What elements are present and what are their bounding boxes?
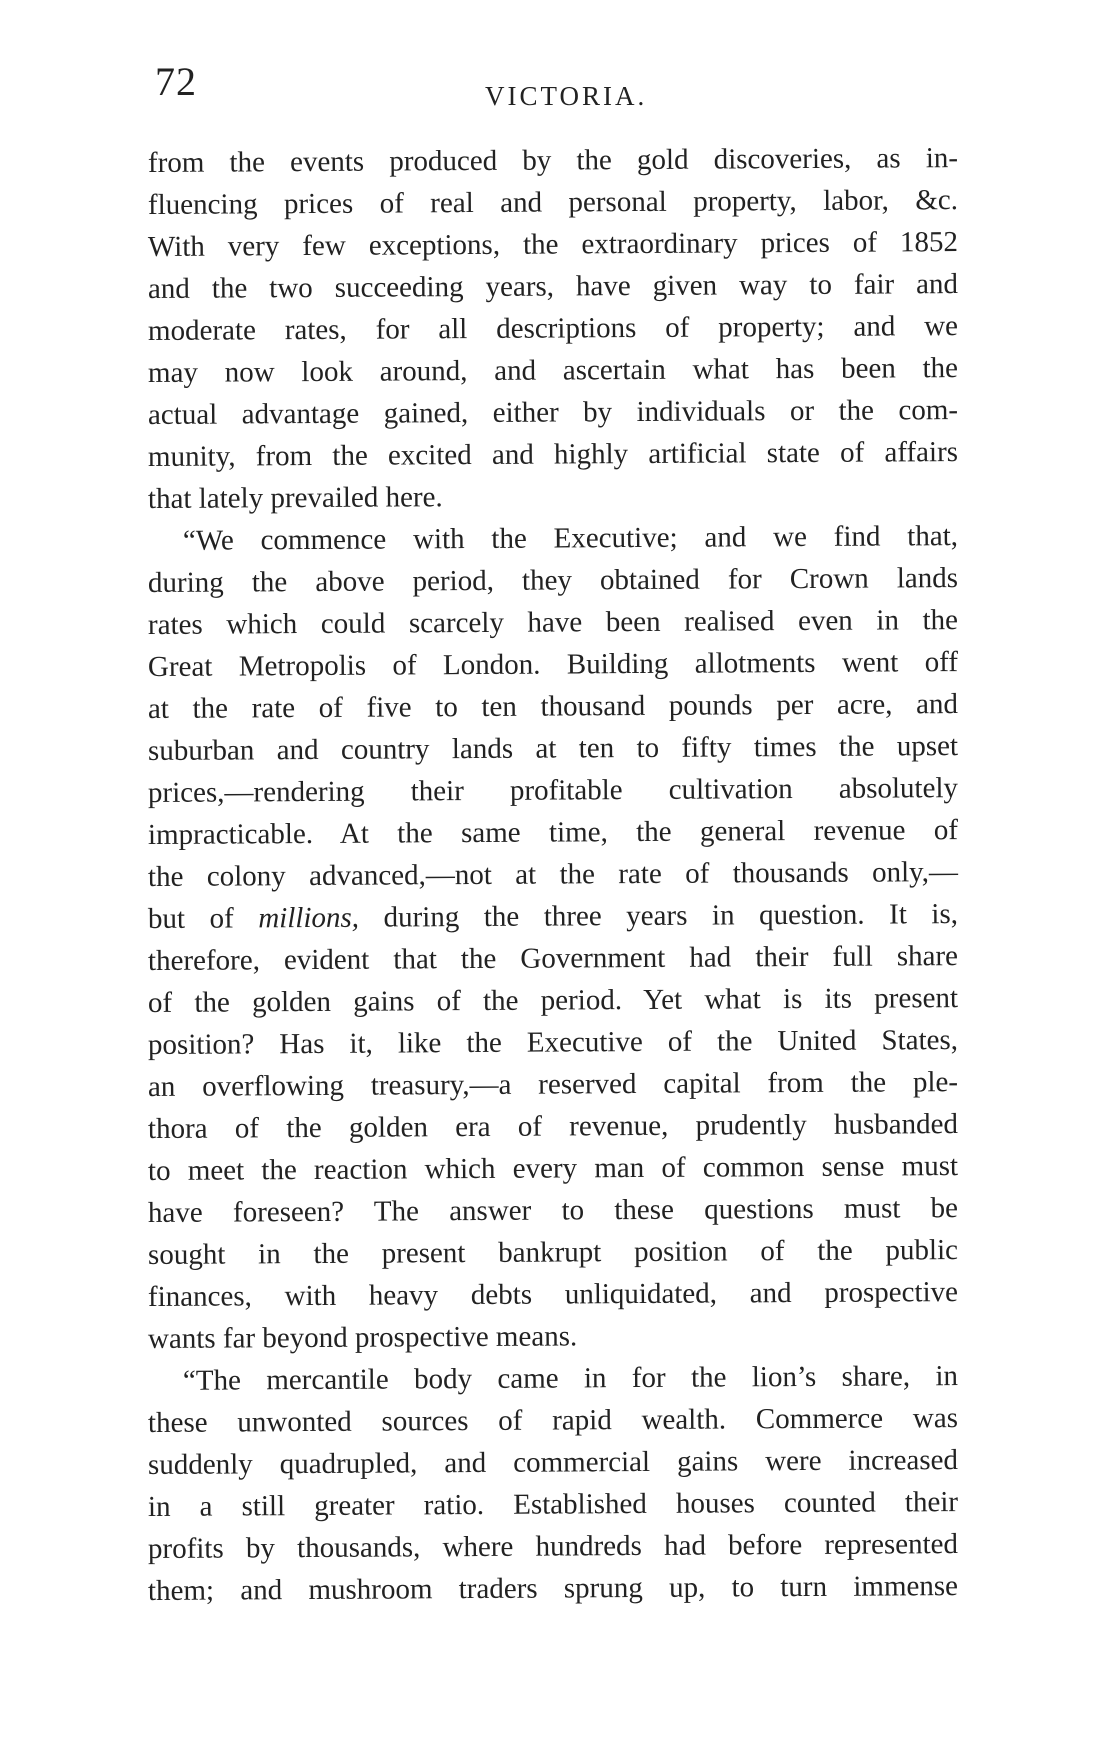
text-line: fluencing prices of real and personal property, labor, &c. bbox=[147, 184, 959, 221]
running-head: VICTORIA. bbox=[485, 81, 648, 111]
text-line: With very few exceptions, the extraordinary prices of 1852 bbox=[147, 226, 959, 263]
text-line: suddenly quadrupled, and commercial gains were increased bbox=[147, 1444, 959, 1481]
text-segment: but of bbox=[147, 902, 259, 935]
text-line: moderate rates, for all descriptions of property; and we bbox=[147, 310, 959, 347]
text-line: them; and mushroom traders sprung up, to turn immense bbox=[147, 1570, 959, 1607]
text-line: therefore, evident that the Government had their full share bbox=[147, 940, 959, 977]
text-line: prices,—rendering their profitable cultivation absolutely bbox=[147, 772, 959, 809]
text-line: an overflowing treasury,—a reserved capital from the ple- bbox=[147, 1066, 959, 1103]
text-line: profits by thousands, where hundreds had before represented bbox=[147, 1528, 959, 1565]
text-line: wants far beyond prospective means. bbox=[147, 1320, 578, 1355]
text-line: impracticable. At the same time, the general revenue of bbox=[147, 814, 959, 851]
text-line: munity, from the excited and highly artificial state of affairs bbox=[147, 436, 959, 473]
text-line: actual advantage gained, either by individuals or the com- bbox=[147, 394, 959, 431]
page-number: 72 bbox=[155, 59, 197, 104]
text-line: position? Has it, like the Executive of the United States, bbox=[147, 1024, 959, 1061]
text-line: Great Metropolis of London. Building allotments went off bbox=[147, 646, 959, 683]
text-line: and the two succeeding years, have given way to fair and bbox=[147, 268, 959, 305]
text-line: thora of the golden era of revenue, prudently husbanded bbox=[147, 1108, 959, 1145]
text-segment: during the three years in question. It is, bbox=[358, 898, 959, 934]
text-line: have foreseen? The answer to these questions must be bbox=[147, 1192, 959, 1229]
text-line: at the rate of five to ten thousand pounds per acre, and bbox=[147, 688, 959, 725]
text-line-with-italic bbox=[148, 893, 958, 940]
paragraph-start-line: “The mercantile body came in for the lion’s share, in bbox=[182, 1360, 959, 1397]
text-line: suburban and country lands at ten to fifty times the upset bbox=[147, 730, 959, 767]
text-line: to meet the reaction which every man of common sense must bbox=[147, 1150, 959, 1187]
text-line: finances, with heavy debts unliquidated, and prospective bbox=[147, 1276, 959, 1313]
text-line: these unwonted sources of rapid wealth. Commerce was bbox=[147, 1402, 959, 1439]
paragraph-start-line: “We commence with the Executive; and we find that, bbox=[182, 520, 959, 557]
text-line: may now look around, and ascertain what has been the bbox=[147, 352, 959, 389]
text-line: in a still greater ratio. Established houses counted their bbox=[147, 1486, 959, 1523]
text-line: sought in the present bankrupt position of the public bbox=[147, 1234, 959, 1271]
italic-emphasis: millions, bbox=[258, 901, 360, 935]
text-line: the colony advanced,—not at the rate of thousands only,— bbox=[147, 856, 959, 893]
text-line: of the golden gains of the period. Yet what is its present bbox=[147, 982, 959, 1019]
text-line: from the events produced by the gold discoveries, as in- bbox=[147, 142, 959, 179]
text-line: during the above period, they obtained for Crown lands bbox=[147, 562, 959, 599]
text-line: rates which could scarcely have been realised even in the bbox=[147, 604, 959, 641]
body-text bbox=[148, 142, 958, 1612]
text-line: that lately prevailed here. bbox=[147, 481, 443, 515]
